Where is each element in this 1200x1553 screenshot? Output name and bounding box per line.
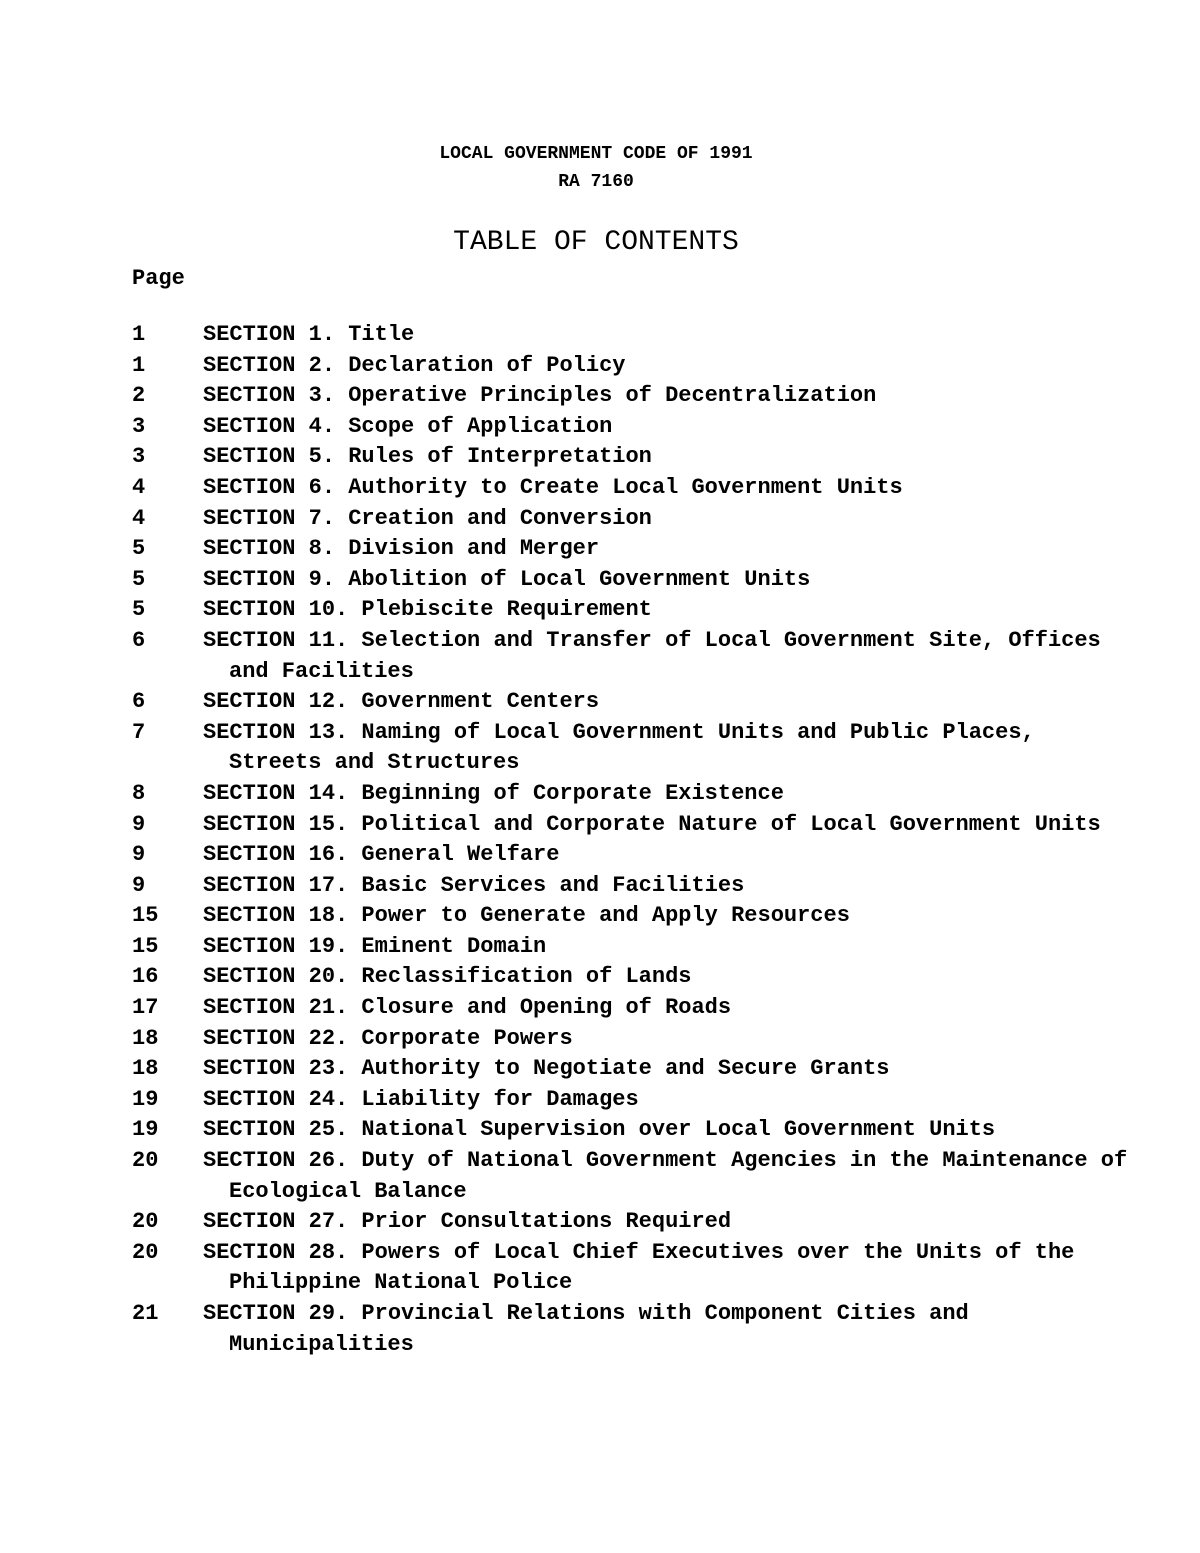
toc-section-title: SECTION 26. Duty of National Government Agencies in the Maintenance of Ecological Balance [203,1148,1128,1204]
toc-page-number: 9 [132,811,146,837]
toc-section-title: SECTION 16. General Welfare [203,842,560,868]
page-column-label: Page [132,266,185,291]
toc-section-title: SECTION 15. Political and Corporate Nature of Local Government Units [203,811,1101,837]
toc-entry [132,504,1132,535]
toc-entry [132,381,1132,412]
toc-page-number: 5 [132,566,146,592]
toc-section-title: SECTION 18. Power to Generate and Apply Resources [203,903,850,929]
toc-section-title: SECTION 25. National Supervision over Local Government Units [203,1117,996,1143]
toc-entry [132,810,1132,841]
toc-page-number: 20 [132,1209,159,1235]
toc-heading: TABLE OF CONTENTS [453,227,739,258]
toc-page-number: 4 [132,474,146,500]
toc-entry [132,901,1132,932]
document-subtitle: RA 7160 [558,172,634,192]
toc-page-number: 6 [132,689,146,715]
toc-entry [132,1054,1132,1085]
toc-entry [132,351,1132,382]
toc-section-title: SECTION 29. Provincial Relations with Component Cities and Municipalities [203,1301,969,1357]
toc-page-number: 1 [132,322,146,347]
toc-entry [132,718,1132,779]
toc-entry [132,1085,1132,1116]
toc-entry [132,473,1132,504]
toc-entry [132,626,1132,687]
toc-page-number: 7 [132,719,146,745]
toc-page-number: 17 [132,995,159,1021]
toc-section-title: SECTION 14. Beginning of Corporate Existence [203,780,784,806]
toc-section-title: SECTION 5. Rules of Interpretation [203,444,652,470]
toc-entry [132,1115,1132,1146]
toc-page-number: 21 [132,1301,159,1326]
toc-entry [132,1238,1132,1299]
toc-section-title: SECTION 20. Reclassification of Lands [203,964,692,990]
toc-entry [132,442,1132,473]
toc-section-title: SECTION 8. Division and Merger [203,536,600,562]
toc-entry [132,595,1132,626]
toc-entry [132,871,1132,902]
toc-page-number: 19 [132,1086,159,1112]
toc-page-number: 5 [132,536,146,562]
toc-page-number: 18 [132,1056,159,1082]
toc-section-title: SECTION 11. Selection and Transfer of Local Government Site, Offices and Facilities [203,627,1101,684]
toc-entry [132,1024,1132,1055]
toc-section-title: SECTION 21. Closure and Opening of Roads [203,995,732,1021]
toc-entry [132,1299,1132,1360]
toc-section-title: SECTION 7. Creation and Conversion [203,505,652,531]
toc-section-title: SECTION 24. Liability for Damages [203,1086,639,1112]
toc-entry [132,1146,1132,1207]
toc-section-title: SECTION 22. Corporate Powers [203,1025,573,1051]
toc-entry [132,1207,1132,1238]
toc-section-title: SECTION 23. Authority to Negotiate and Secure Grants [203,1056,890,1082]
toc-section-title: SECTION 6. Authority to Create Local Government Units [203,474,903,500]
toc-page-number: 5 [132,597,146,623]
toc-entry [132,320,1132,351]
toc-entry [132,840,1132,871]
toc-page-number: 3 [132,413,146,439]
toc-page-number: 1 [132,352,146,378]
toc-section-title: SECTION 3. Operative Principles of Decentralization [203,383,877,409]
toc-entry [132,993,1132,1024]
toc-section-title: SECTION 27. Prior Consultations Required [203,1209,732,1235]
toc-page-number: 9 [132,842,146,868]
document-title: LOCAL GOVERNMENT CODE OF 1991 [439,144,753,164]
toc-entry [132,412,1132,443]
toc-section-title: SECTION 19. Eminent Domain [203,933,547,959]
toc-page-number: 15 [132,933,159,959]
toc-section-title: SECTION 12. Government Centers [203,689,600,715]
toc-page-number: 6 [132,627,146,653]
toc-page-number: 20 [132,1239,159,1265]
toc-page-number: 3 [132,444,146,470]
toc-entry [132,687,1132,718]
toc-section-title: SECTION 9. Abolition of Local Government Units [203,566,811,592]
toc-page-number: 4 [132,505,146,531]
toc-page-number: 19 [132,1117,159,1143]
toc-entry [132,565,1132,596]
toc-entry [132,962,1132,993]
toc-section-title: SECTION 10. Plebiscite Requirement [203,597,652,623]
toc-section-title: SECTION 17. Basic Services and Facilities [203,872,745,898]
toc-page-number: 2 [132,383,146,409]
toc-section-title: SECTION 13. Naming of Local Government Units and Public Places, Streets and Structures [203,719,1035,776]
toc-page-number: 20 [132,1148,159,1174]
toc-entry [132,779,1132,810]
toc-page-number: 18 [132,1025,159,1051]
toc-page-number: 15 [132,903,159,929]
toc-entry [132,534,1132,565]
toc-page-number: 16 [132,964,159,990]
toc-section-title: SECTION 2. Declaration of Policy [203,352,626,378]
toc-entry [132,932,1132,963]
toc-section-title: SECTION 28. Powers of Local Chief Executives over the Units of the Philippine National Police [203,1239,1075,1296]
toc-page-number: 8 [132,780,146,806]
toc-section-title: SECTION 4. Scope of Application [203,413,613,439]
toc-section-title: SECTION 1. Title [203,322,415,347]
toc-page-number: 9 [132,872,146,898]
toc-list [132,320,1132,1360]
